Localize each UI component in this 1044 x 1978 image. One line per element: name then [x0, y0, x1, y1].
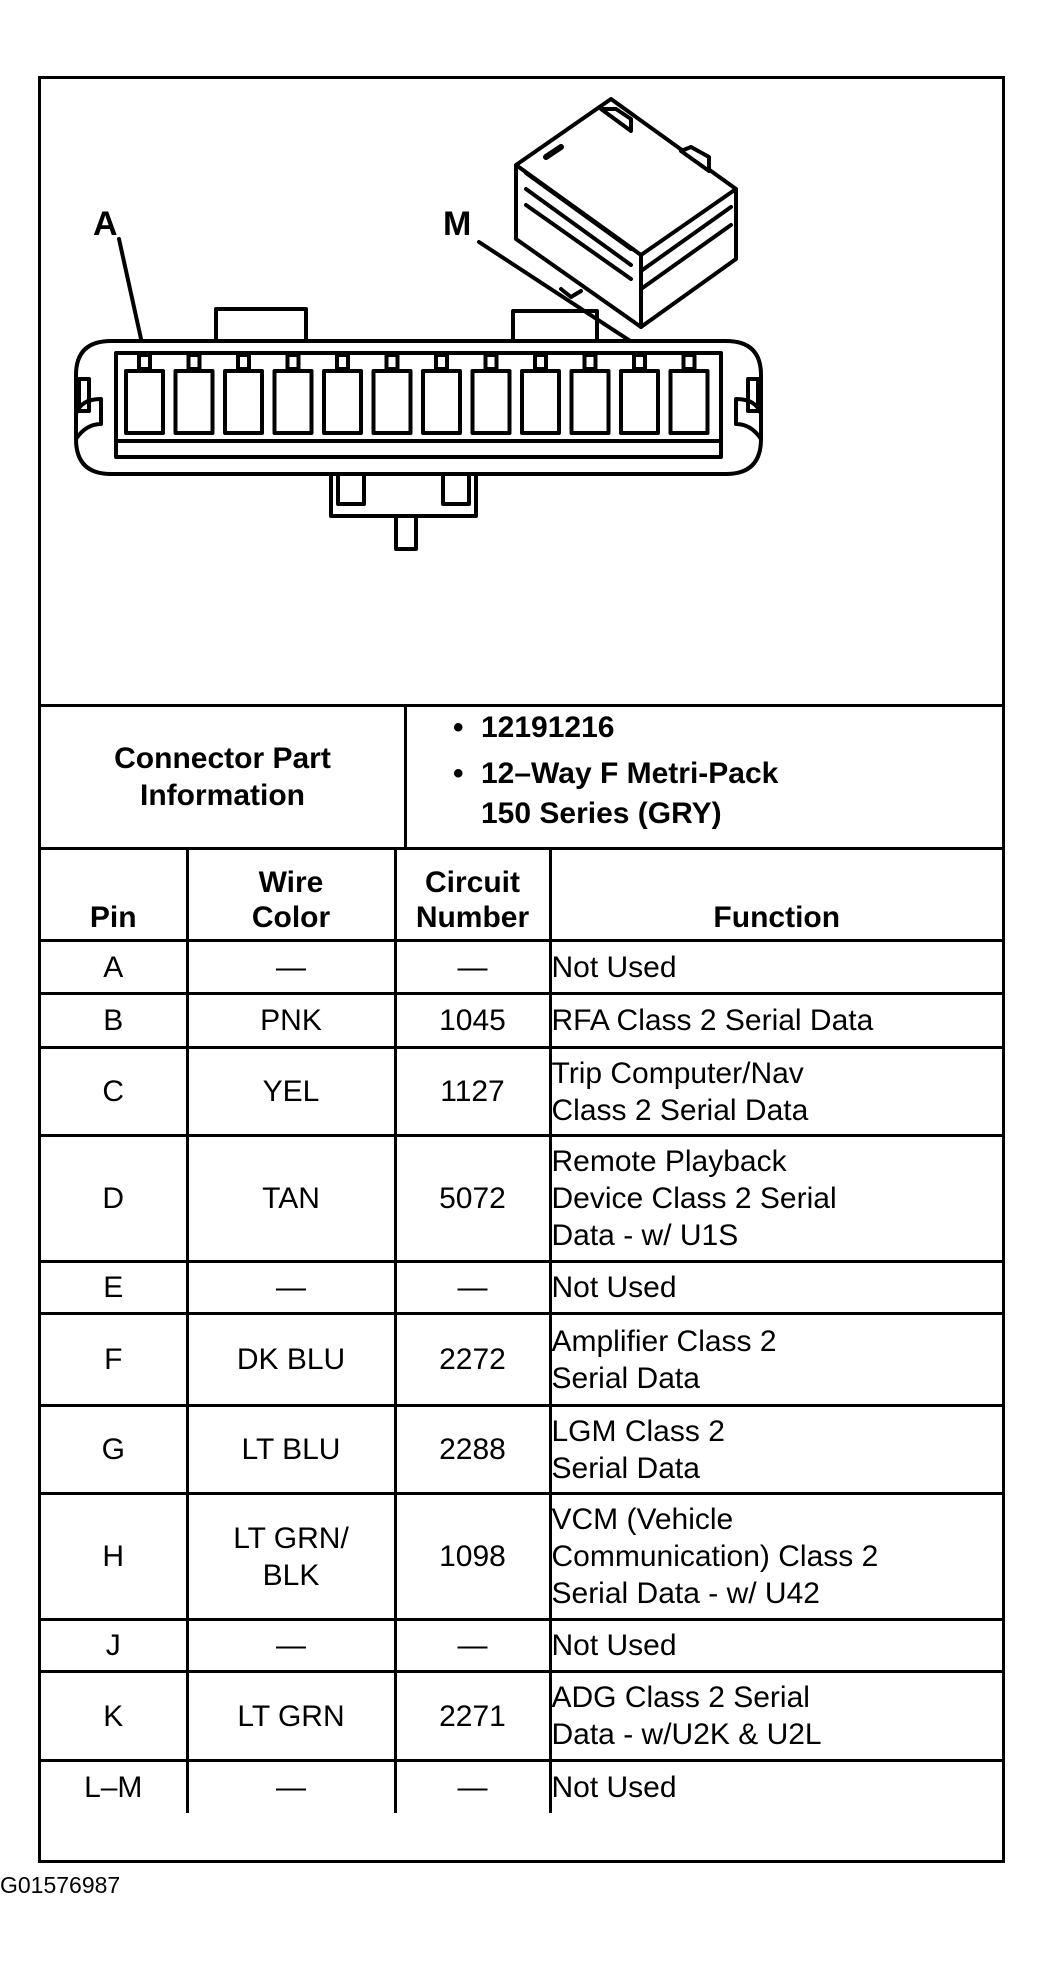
part-info-label-line1: Connector Part: [114, 742, 331, 775]
part-info-label: [41, 707, 407, 847]
connector-description-line1: 12–Way F Metri-Pack: [481, 757, 779, 790]
function-cell: Not Used: [550, 941, 1002, 994]
table-header-row: [41, 849, 1002, 941]
circuit-number-cell: 1127: [395, 1048, 550, 1136]
connector-part-information: [41, 704, 1002, 847]
part-info-label-line2: Information: [140, 779, 305, 812]
pin-cell: B: [41, 994, 187, 1048]
table-row: [41, 1406, 1002, 1494]
wire-color-cell: LT BLU: [187, 1406, 395, 1494]
pin-cell: G: [41, 1406, 187, 1494]
function-cell: Trip Computer/Nav Class 2 Serial Data: [550, 1048, 1002, 1136]
wire-color-cell: TAN: [187, 1136, 395, 1262]
wire-color-cell: DK BLU: [187, 1314, 395, 1406]
circuit-number-cell: —: [395, 1761, 550, 1813]
bullet-2: •: [453, 757, 464, 790]
wire-color-cell: YEL: [187, 1048, 395, 1136]
header-pin: Pin: [41, 849, 187, 941]
function-cell: Amplifier Class 2 Serial Data: [550, 1314, 1002, 1406]
callout-pin-a: A: [93, 205, 118, 243]
wire-color-cell: —: [187, 1620, 395, 1672]
pin-cell: F: [41, 1314, 187, 1406]
wire-color-cell: —: [187, 941, 395, 994]
table-row: [41, 1048, 1002, 1136]
wire-color-cell: LT GRN/ BLK: [187, 1494, 395, 1620]
circuit-number-cell: —: [395, 941, 550, 994]
wire-color-cell: LT GRN: [187, 1672, 395, 1761]
connector-description-line2: 150 Series (GRY): [481, 797, 722, 830]
table-row: [41, 941, 1002, 994]
circuit-number-cell: —: [395, 1262, 550, 1314]
pin-table: [41, 847, 1002, 1813]
figure-id: G01576987: [0, 1872, 121, 1898]
function-cell: Not Used: [550, 1262, 1002, 1314]
function-cell: Not Used: [550, 1761, 1002, 1813]
header-function: Function: [550, 849, 1002, 941]
wire-color-cell: PNK: [187, 994, 395, 1048]
circuit-number-cell: —: [395, 1620, 550, 1672]
table-row: [41, 1314, 1002, 1406]
connector-info-frame: [38, 76, 1005, 1863]
function-cell: RFA Class 2 Serial Data: [550, 994, 1002, 1048]
part-info-values: [407, 707, 1002, 847]
function-cell: ADG Class 2 Serial Data - w/U2K & U2L: [550, 1672, 1002, 1761]
table-row: [41, 1494, 1002, 1620]
circuit-number-cell: 2271: [395, 1672, 550, 1761]
connector-diagram: [41, 79, 1002, 704]
pin-cell: L–M: [41, 1761, 187, 1813]
connector-face-drawing: [41, 79, 1002, 704]
pin-cell: J: [41, 1620, 187, 1672]
wire-color-cell: —: [187, 1262, 395, 1314]
part-number: 12191216: [481, 711, 615, 744]
table-row: [41, 1761, 1002, 1813]
table-row: [41, 994, 1002, 1048]
table-row: [41, 1672, 1002, 1761]
pin-cell: D: [41, 1136, 187, 1262]
circuit-number-cell: 5072: [395, 1136, 550, 1262]
function-cell: LGM Class 2 Serial Data: [550, 1406, 1002, 1494]
pin-cell: A: [41, 941, 187, 994]
pin-cell: C: [41, 1048, 187, 1136]
connector-3d-view-icon: [516, 99, 736, 327]
callout-pin-m: M: [443, 205, 472, 243]
circuit-number-cell: 1098: [395, 1494, 550, 1620]
function-cell: Not Used: [550, 1620, 1002, 1672]
table-row: [41, 1136, 1002, 1262]
circuit-number-cell: 2272: [395, 1314, 550, 1406]
pin-cell: K: [41, 1672, 187, 1761]
circuit-number-cell: 2288: [395, 1406, 550, 1494]
pin-cell: E: [41, 1262, 187, 1314]
function-cell: Remote Playback Device Class 2 Serial Data - w/ U1S: [550, 1136, 1002, 1262]
wire-color-cell: —: [187, 1761, 395, 1813]
header-wire-color: Wire Color: [187, 849, 395, 941]
pin-cell: H: [41, 1494, 187, 1620]
pin-rows: [41, 941, 1002, 1813]
table-row: [41, 1262, 1002, 1314]
circuit-number-cell: 1045: [395, 994, 550, 1048]
table-row: [41, 1620, 1002, 1672]
header-circuit-number: Circuit Number: [395, 849, 550, 941]
function-cell: VCM (Vehicle Communication) Class 2 Serial Data - w/ U42: [550, 1494, 1002, 1620]
bullet-1: •: [453, 711, 464, 744]
